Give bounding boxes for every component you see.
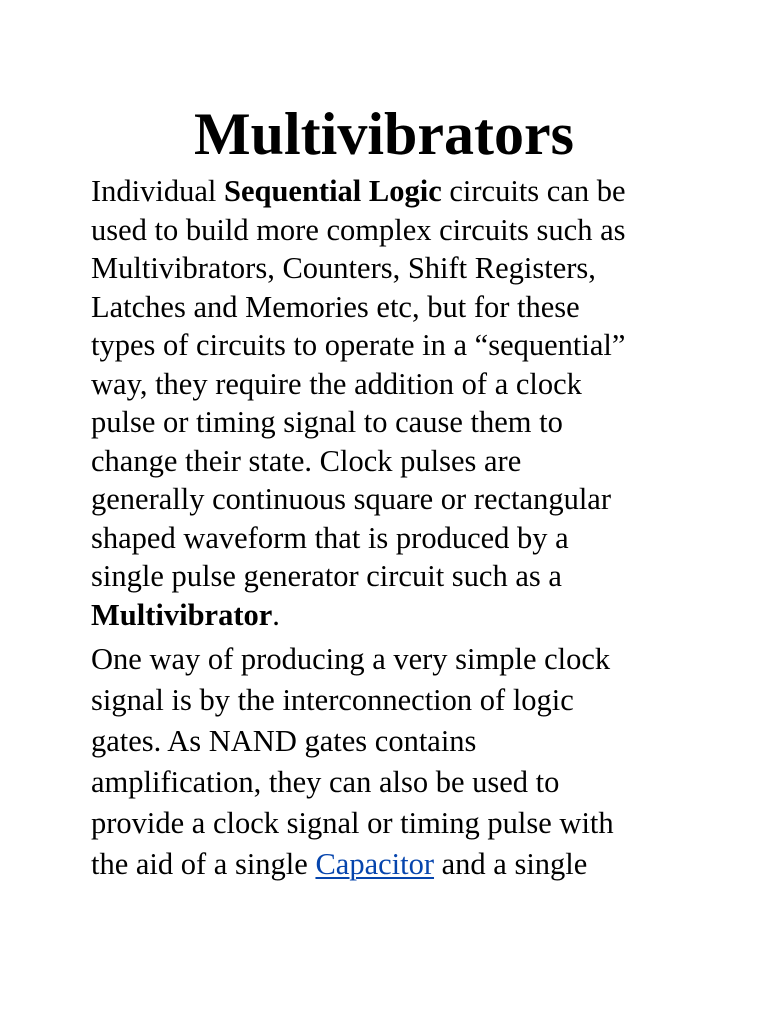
text-line: Multivibrators, Counters, Shift Registers, bbox=[91, 251, 596, 285]
text-run: and a single bbox=[434, 847, 588, 881]
text-line bbox=[91, 844, 691, 885]
page-title: Multivibrators bbox=[194, 101, 574, 167]
text-run: . bbox=[272, 597, 280, 632]
text-run: Individual bbox=[91, 174, 224, 208]
text-line: shaped waveform that is produced by a bbox=[91, 520, 569, 555]
text-line: way, they require the addition of a clock bbox=[91, 366, 582, 401]
text-line: single pulse generator circuit such as a bbox=[91, 559, 562, 593]
text-line bbox=[91, 596, 691, 635]
text-line: generally continuous square or rectangular bbox=[91, 482, 611, 516]
text-line: used to build more complex circuits such as bbox=[91, 212, 626, 247]
bold-term-multivibrator: Multivibrator bbox=[91, 597, 273, 632]
text-line: amplification, they can also be used to bbox=[91, 765, 560, 799]
text-line: signal is by the interconnection of logic bbox=[91, 683, 574, 717]
text-run: the aid of a single bbox=[91, 847, 316, 881]
document-body bbox=[91, 172, 691, 885]
text-line: provide a clock signal or timing pulse with bbox=[91, 806, 614, 840]
text-line: pulse or timing signal to cause them to bbox=[91, 405, 563, 439]
text-line bbox=[91, 172, 691, 211]
paragraph-sequential-logic bbox=[91, 172, 691, 634]
text-line: One way of producing a very simple clock bbox=[91, 642, 611, 676]
text-line: Latches and Memories etc, but for these bbox=[91, 289, 580, 324]
paragraph-clock-signal bbox=[91, 639, 691, 885]
text-run: circuits can be bbox=[441, 174, 626, 208]
bold-term-sequential-logic: Sequential Logic bbox=[224, 174, 442, 208]
text-line: types of circuits to operate in a “sequential” bbox=[91, 328, 626, 362]
capacitor-link[interactable]: Capacitor bbox=[315, 847, 435, 881]
text-line: change their state. Clock pulses are bbox=[91, 443, 522, 478]
text-line: gates. As NAND gates contains bbox=[91, 724, 477, 758]
